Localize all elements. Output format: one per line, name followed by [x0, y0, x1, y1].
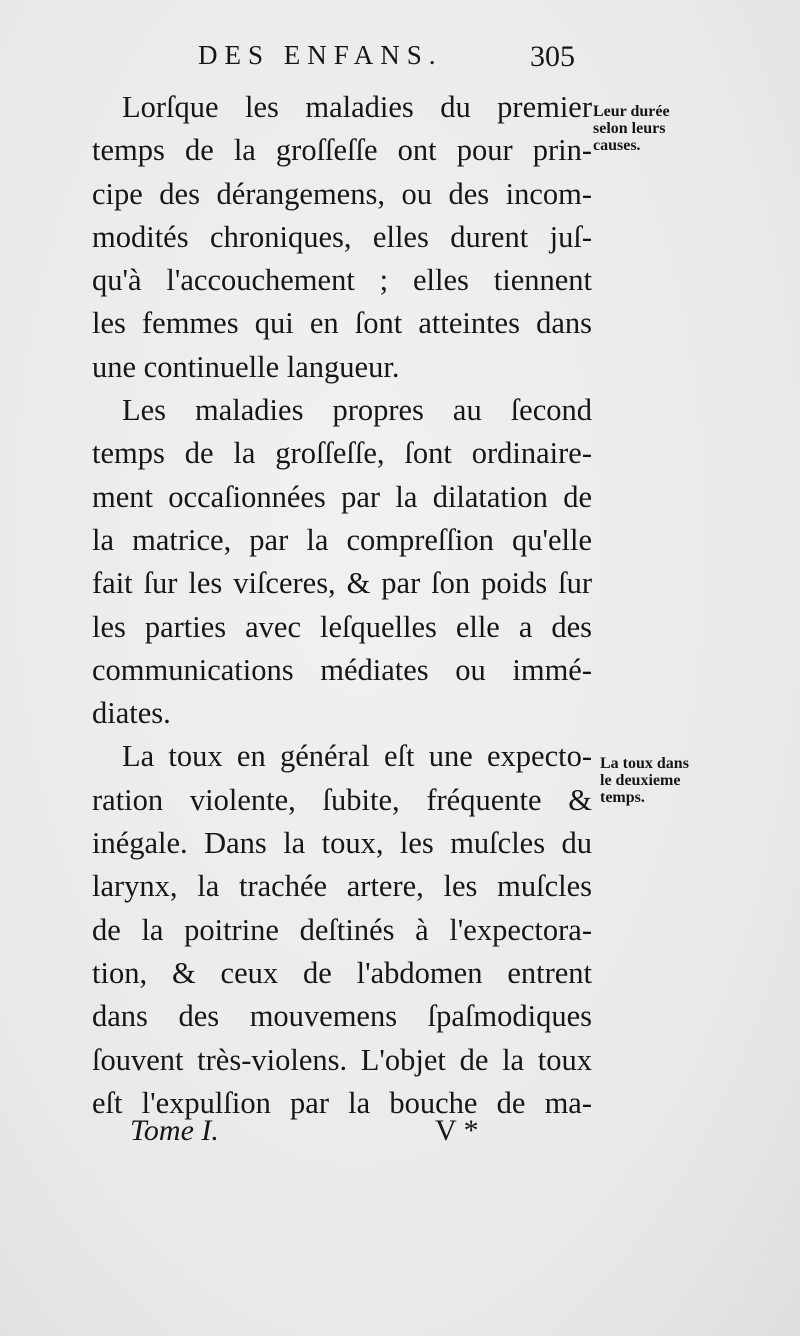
text-line: la matrice, par la compreſſion qu'elle [92, 522, 592, 557]
text-line: ſouvent très-violens. L'objet de la toux [92, 1042, 592, 1077]
margin-note-line: selon leurs [593, 120, 666, 137]
text-line: modités chroniques, elles durent juſ- [92, 219, 592, 254]
running-title: DES ENFANS. [198, 40, 443, 70]
margin-note-line: temps. [600, 789, 645, 806]
text-line: Lorſque les maladies du premier [122, 90, 592, 124]
margin-note-line: le deuxieme [600, 772, 681, 789]
text-line: les femmes qui en ſont atteintes dans [92, 306, 592, 341]
page-number: 305 [530, 40, 575, 73]
margin-note-line: causes. [593, 137, 641, 154]
text-line: les parties avec leſquelles elle a des [92, 609, 592, 644]
margin-note-duration [593, 103, 733, 154]
text-line: diates. [92, 696, 171, 731]
margin-note-line: Leur durée [593, 103, 670, 120]
volume-label: Tome I. [130, 1114, 219, 1147]
text-line: ration violente, ſubite, fréquente & [92, 782, 592, 817]
text-line: temps de la groſſeſſe, ſont ordinaire- [92, 436, 592, 471]
text-line: larynx, la trachée artere, les muſcles [92, 869, 592, 904]
text-line: fait ſur les viſceres, & par ſon poids ſur [92, 566, 592, 601]
page-footer [130, 1114, 530, 1154]
text-line: une continuelle langueur. [92, 349, 400, 384]
text-line: La toux en général eſt une expecto- [122, 739, 592, 774]
text-line: eſt l'expulſion par la bouche de ma- [92, 1085, 592, 1120]
text-line: cipe des dérangemens, ou des incom- [92, 176, 592, 211]
text-line: Les maladies propres au ſecond [122, 393, 592, 428]
text-line: inégale. Dans la toux, les muſcles du [92, 826, 592, 861]
text-line: temps de la groſſeſſe ont pour prin- [92, 133, 592, 168]
text-line: qu'à l'accouchement ; elles tiennent [92, 263, 592, 298]
margin-note-cough [600, 755, 730, 806]
text-line: communications médiates ou immé- [92, 652, 592, 687]
text-line: de la poitrine deſtinés à l'expectora- [92, 912, 592, 947]
text-line: ment occaſionnées par la dilatation de [92, 479, 592, 514]
text-line: dans des mouvemens ſpaſmodiques [92, 999, 592, 1034]
body-text [92, 86, 592, 1125]
margin-note-line: La toux dans [600, 755, 689, 772]
text-line: tion, & ceux de l'abdomen entrent [92, 955, 592, 990]
running-header [198, 40, 598, 80]
signature-mark: V * [435, 1114, 479, 1147]
